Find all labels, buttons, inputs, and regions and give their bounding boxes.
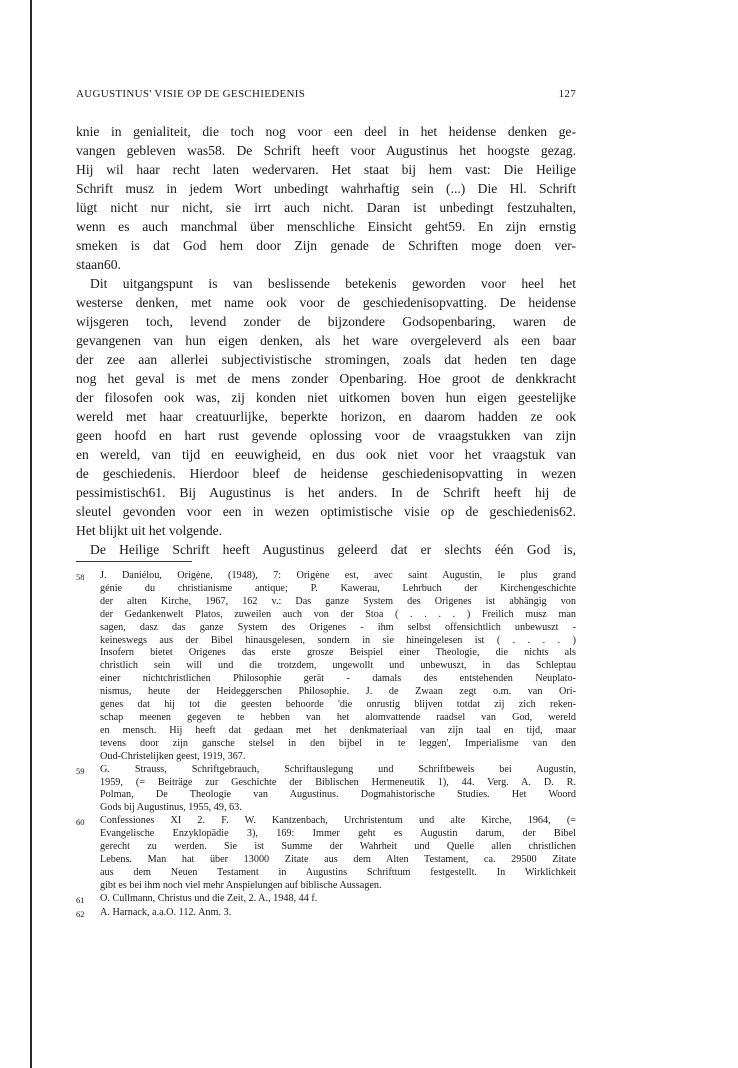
footnote-number: 60 [76, 817, 85, 828]
body-line: de geschiedenis. Hierdoor bleef de heidense geschiedenisopvatting in wezen [76, 466, 576, 481]
footnote-59 [76, 764, 576, 816]
footnote-line: der Gedankenwelt Platos, zuweilen auch von der Stoa ( . . . . ) Freilich musz man [100, 608, 576, 620]
footnote-number: 59 [76, 765, 85, 776]
footnotes [76, 570, 576, 920]
footnote-line: génie du christianisme antique; P. Kawerau, Lehrbuch der Kirchengeschichte [100, 582, 576, 594]
footnote-text [100, 815, 576, 892]
footnote-line: christlich sein will und die trotzdem, ungewollt und unbewuszt, in das Schleptau [100, 660, 576, 672]
body-line: knie in genialiteit, die toch nog voor een deel in het heidense denken ge- [76, 124, 576, 139]
body-line: smeken is dat God hem door Zijn genade de Schriften moge doen ver- [76, 238, 576, 253]
body-line: en wereld, van tijd en eeuwigheid, en dus ook niet voor het vraagstuk van [76, 447, 576, 462]
scan-edge [30, 0, 32, 1068]
footnote-58 [76, 570, 576, 764]
footnote-line: en mensch. Hij heeft dat gedaan met het denkmateriaal van zijn taal en tijd, maar [100, 724, 576, 736]
body-line: Hij wil haar recht laten wedervaren. Het staat bij hem vast: Die Heilige [76, 162, 576, 177]
footnote-text [100, 570, 576, 764]
footnote-line: Confessiones XI 2. F. W. Kantzenbach, Urchristentum und alte Kirche, 1964, (= [100, 815, 576, 827]
footnote-line: J. Daniélou, Origène, (1948), 7: Origène est, avec saint Augustin, le plus grand [100, 570, 576, 581]
footnote-number: 58 [76, 572, 85, 582]
body-line: Het blijkt uit het volgende. [76, 523, 223, 538]
running-title: AUGUSTINUS' VISIE OP DE GESCHIEDENIS [76, 88, 306, 100]
footnote-line: gerecht zu werden. Sie ist Summe der Wahrheit und Quelle allen christlichen [100, 841, 576, 853]
body-line: Schrift musz in jedem Wort unbedingt wahrhaftig sein (...) Die Hl. Schrift [76, 181, 576, 196]
body-line: De Heilige Schrift heeft Augustinus geleerd dat er slechts één God is, [90, 542, 576, 557]
body-line: wereld met haar creatuurlijke, beperkte horizon, en daarom hadden ze ook [76, 409, 576, 424]
footnote-line: nismus, heute der Heideggerschen Philosophie. J. de Zwaan zegt o.m. van Ori- [100, 686, 576, 698]
footnote-line: A. Harnack, a.a.O. 112. Anm. 3. [100, 906, 232, 918]
footnote-line: einer nichtchristlichen Philosophie gerät - damals des entstehenden Neuplato- [100, 673, 576, 685]
footnote-number: 61 [76, 894, 85, 905]
footnote-rule [76, 561, 192, 562]
body-line: gevangenen van hun eigen denken, als het ware overgeleverd als een baar [76, 333, 576, 348]
page-number: 127 [558, 88, 576, 100]
running-head [76, 88, 576, 100]
footnote-text [100, 907, 576, 921]
body-line: lügt nicht nur nicht, sie irrt auch nicht. Daran ist unbedingt festzuhalten, [76, 200, 576, 215]
footnote-line: der alten Kirche, 1967, 162 v.: Das ganze System des Origenes ist abhängig von [100, 595, 576, 607]
body-line: staan60. [76, 257, 121, 272]
footnote-line: G. Strauss, Schriftgebrauch, Schriftauslegung und Schriftbeweis bei Augustin, [100, 763, 576, 775]
footnote-line: Oud-Christelijken geest, 1919, 367. [100, 750, 246, 762]
footnote-line: gibt es bei ihm noch viel mehr Anspielungen auf biblische Aussagen. [100, 879, 382, 891]
body-text [76, 122, 576, 559]
footnote-60 [76, 815, 576, 892]
footnote-number: 62 [76, 908, 85, 919]
body-line: westerse denken, met name ook voor de geschiedenisopvatting. De heidense [76, 295, 576, 310]
footnote-line: Polman, De Theologie van Augustinus. Dogmahistorische Studies. Het Woord [100, 789, 576, 801]
footnote-line: genes dat hij tot die geesten behoorde 'die onrustig blijven totdat zij zich reken- [100, 699, 576, 711]
footnote-line: keineswegs aus der Bibel hinausgelesen, sondern in sie hineingelesen ist ( . . . . ) [100, 634, 576, 646]
footnote-line: Lebens. Man hat über 13000 Zitate aus dem Alten Testament, ca. 29500 Zitate [100, 853, 576, 865]
footnote-line: Evangelische Enzyklopädie 3), 169: Immer geht es Augustin darum, der Bibel [100, 828, 576, 840]
body-line: wijsgeren toch, levend zonder de bijzondere Godsopenbaring, waren de [76, 314, 576, 329]
footnote-line: 1959, (= Beiträge zur Geschichte der Biblischen Hermeneutik 1), 44. Verg. A. D. R. [100, 776, 576, 788]
body-line: wenn es auch manchmal über menschliche Einsicht geht59. En zijn ernstig [76, 219, 576, 234]
body-line: sleutel gevonden voor een in wezen optimistische visie op de geschiedenis62. [76, 504, 576, 519]
footnote-line: schap meenen gegeven te hebben van het alomvattende raadsel van God, wereld [100, 711, 576, 723]
body-line: nog het geval is met de mens zonder Openbaring. Hoe groot de denkkracht [76, 371, 576, 386]
body-line: geen hoofd en hart rust gevende oplossing voor de vraagstukken van zijn [76, 428, 576, 443]
body-line: pessimistisch61. Bij Augustinus is het anders. In de Schrift heeft hij de [76, 485, 576, 500]
footnote-line: O. Cullmann, Christus und die Zeit, 2. A., 1948, 44 f. [100, 892, 318, 904]
footnote-text [100, 764, 576, 816]
body-line: vangen gebleven was58. De Schrift heeft voor Augustinus het hoogste gezag. [76, 143, 576, 158]
body-line: der filosofen ook was, zij konden niet uitkomen boven hun eigen geestelijke [76, 390, 576, 405]
body-line: Dit uitgangspunt is van beslissende betekenis geworden voor heel het [90, 276, 576, 291]
footnote-62 [76, 907, 576, 921]
footnote-line: tevens door zijn gansche stelsel in den bijbel in te leggen', Imperialisme van den [100, 737, 576, 749]
footnote-text [100, 893, 576, 907]
footnote-line: Gods bij Augustinus, 1955, 49, 63. [100, 802, 242, 814]
footnote-line: aus dem Neuen Testament in Augustins Schrifttum festgestellt. In Wirklichkeit [100, 866, 576, 878]
body-line: der zee aan allerlei subjectivistische stromingen, zoals dat heden ten dage [76, 352, 576, 367]
footnote-line: Insofern bietet Origenes das erste grosze Beispiel einer Theologie, die nichts als [100, 647, 576, 659]
footnote-line: sagen, dasz das ganze System des Origenes - ihm selbst offensichtlich unbewuszt - [100, 621, 576, 633]
footnote-61 [76, 893, 576, 907]
